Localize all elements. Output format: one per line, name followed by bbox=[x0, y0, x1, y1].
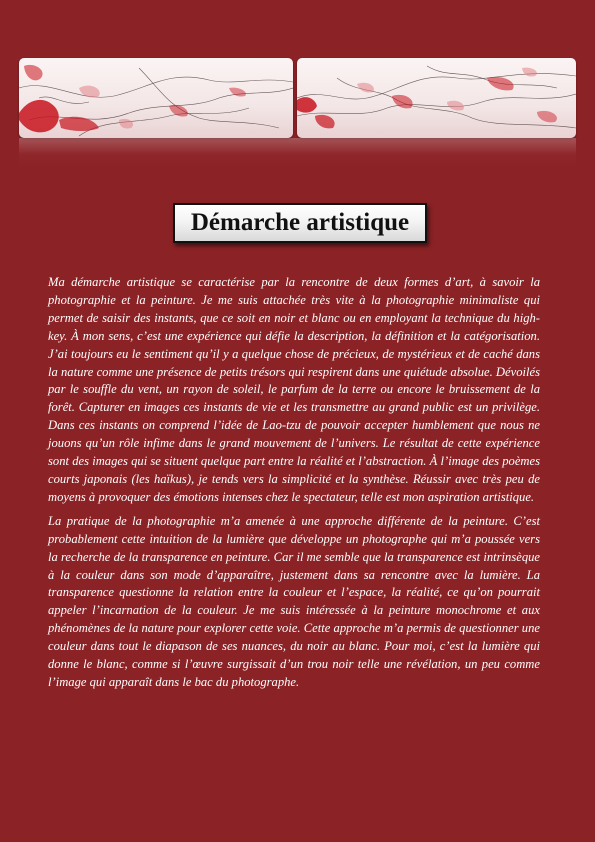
ink-painting-left bbox=[19, 58, 293, 138]
banner-image-left bbox=[19, 58, 293, 138]
paragraph: La pratique de la photographie m’a amenée à une approche différente de la peinture. C’est probablement cette intuition de la lumière que développe un photographe qui m’a poussée vers la recherche de la transparence en peinture. Car il me semble que la transparence est intrinsèque à la couleur dans son mode d’apparaître, justement dans sa rencontre avec la lumière. La transparence questionne la relation entre la couleur et l’espace, la réalité, ce qu’on pourrait appeler l’incarnation de la couleur. Je me suis intéressée à la peinture monochrome et aux phénomènes de la nature pour explorer cette voie. Cette approche m’a permis de questionner une couleur dans tout le diapason de ses nuances, du noir au blanc. Pour moi, c’est la lumière qui donne le blanc, comme si l’œuvre surgissait d’un trou noir telle une révélation, un peu comme l’image qui apparaît dans le bac du photographe. bbox=[48, 513, 540, 689]
body-text bbox=[48, 274, 540, 698]
banner-reflection bbox=[19, 138, 576, 168]
page-title: Démarche artistique bbox=[190, 209, 410, 236]
banner-image-right bbox=[297, 58, 576, 138]
ink-painting-right bbox=[297, 58, 576, 138]
header-banner bbox=[19, 58, 576, 138]
paragraph: Ma démarche artistique se caractérise par la rencontre de deux formes d’art, à savoir la photographie et la peinture. Je me suis attachée très vite à la photographie minimaliste qui permet de saisir des instants, que ce soit en noir et blanc ou en employant la technique du high-key. À mon sens, c’est une expérience qui défie la description, la définition et la catégorisation. J’ai toujours eu le sentiment qu’il y a quelque chose de précieux, de mystérieux et de caché dans la nature comme une présence de petits trésors qui respirent dans une quiétude absolue. Dévoilés par le souffle du vent, un rayon de soleil, le parfum de la terre ou encore le bruissement de la forêt. Capturer en images ces instants de vie et les transmettre au grand public est un privilège. Dans ces instants on comprend l’idée de Lao-tzu de pouvoir accepter humblement que nous ne jouons qu’un rôle infime dans le grand mouvement de l’univers. Le résultat de cette expérience sont des images qui se situent quelque part entre la réalité et l’abstraction. À l’image des poèmes courts japonais (les haïkus), je tends vers la simplicité et la synthèse. Réussir avec très peu de moyens à provoquer des émotions intenses chez le spectateur, telle est mon aspiration artistique. bbox=[48, 275, 540, 504]
page-title-box bbox=[173, 203, 427, 243]
